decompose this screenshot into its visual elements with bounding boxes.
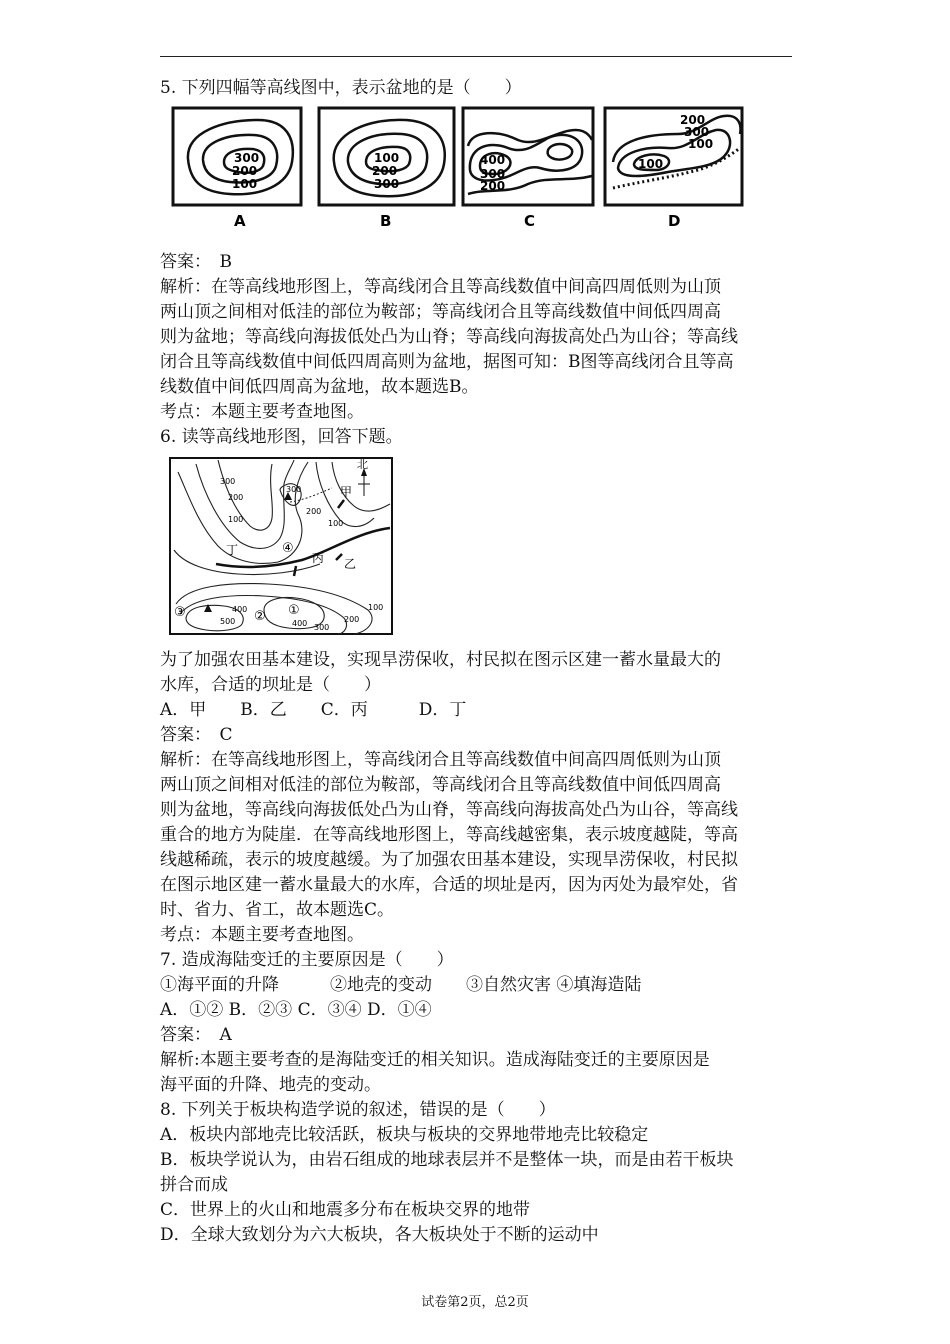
q6-analysis-line-6: 在图示地区建一蓄水量最大的水库，合适的坝址是丙，因为丙处为最窄处，省 xyxy=(160,875,738,895)
panel-a-label: A xyxy=(234,212,246,230)
circled-2: ② xyxy=(254,609,266,624)
q5-analysis-line-2: 两山顶之间相对低洼的部位为鞍部；等高线闭合且等高线数值中间低四周高 xyxy=(160,302,721,322)
q6-stem: 6. 读等高线地形图，回答下题。 xyxy=(160,427,403,447)
contour-label-7: 400 xyxy=(232,605,248,614)
panel-d-contour-3: 300 xyxy=(684,125,710,139)
q5-stem: 5. 下列四幅等高线图中，表示盆地的是（ ） xyxy=(160,78,522,98)
panel-c-contour-3: 200 xyxy=(480,179,506,193)
contour-label-8: 500 xyxy=(220,617,236,626)
circled-1: ① xyxy=(288,603,300,618)
panel-d xyxy=(605,108,742,230)
q7-stem: 7. 造成海陆变迁的主要原因是（ ） xyxy=(160,950,454,970)
q6-contour-map xyxy=(168,454,396,638)
q6-question-line-1: 为了加强农田基本建设，实现旱涝保收，村民拟在图示区建一蓄水量最大的 xyxy=(160,650,721,670)
q6-question-line-2: 水库，合适的坝址是（ ） xyxy=(160,675,381,695)
q6-answer: 答案： C xyxy=(160,725,233,745)
panel-c-label: C xyxy=(524,212,536,230)
panel-b xyxy=(319,108,454,230)
contour-label-1: 300 xyxy=(220,477,236,486)
q7-answer: 答案： A xyxy=(160,1025,232,1045)
q7-analysis-line-1: 解析:本题主要考查的是海陆变迁的相关知识。造成海陆变迁的主要原因是 xyxy=(160,1050,710,1070)
q8-option-c: C．世界上的火山和地震多分布在板块交界的地带 xyxy=(160,1200,531,1220)
q7-options: A．①② B．②③ C．③④ D．①④ xyxy=(160,1000,432,1020)
q5-analysis-line-3: 则为盆地；等高线向海拔低处凸为山脊；等高线向海拔高处凸为山谷；等高线 xyxy=(160,327,738,347)
panel-b-contour-1: 100 xyxy=(374,151,400,165)
q8-stem: 8. 下列关于板块构造学说的叙述，错误的是（ ） xyxy=(160,1100,556,1120)
q6-analysis-line-5: 线越稀疏，表示的坡度越缓。为了加强农田基本建设，实现旱涝保收，村民拟 xyxy=(160,850,738,870)
panel-c xyxy=(463,108,593,230)
panel-d-contour-1: 100 xyxy=(638,157,664,171)
place-jia: 甲 xyxy=(340,485,353,499)
circled-3: ③ xyxy=(174,605,186,620)
q6-options: A．甲 B．乙 C．丙 D．丁 xyxy=(160,700,467,720)
place-ding: 丁 xyxy=(226,543,239,557)
q8-option-b-cont: 拼合而成 xyxy=(160,1175,228,1195)
panel-d-label: D xyxy=(668,212,681,230)
contour-label-3: 100 xyxy=(228,515,244,524)
contour-label-9: 400 xyxy=(292,619,308,628)
contour-label-2: 200 xyxy=(228,493,244,502)
panel-b-contour-3: 300 xyxy=(374,177,400,191)
q8-option-a: A．板块内部地壳比较活跃，板块与板块的交界地带地壳比较稳定 xyxy=(160,1125,649,1145)
place-bing: 丙 xyxy=(312,551,325,565)
contour-label-10: 300 xyxy=(314,623,330,632)
q6-analysis-line-7: 时、省力、省工，故本题选C。 xyxy=(160,900,395,920)
panel-a-contour-3: 100 xyxy=(232,177,258,191)
contour-label-11: 200 xyxy=(344,615,360,624)
panel-d-contour-4: 100 xyxy=(688,137,714,151)
panel-b-contour-2: 200 xyxy=(372,164,398,178)
panel-a xyxy=(173,108,301,230)
q5-analysis-line-1: 解析：在等高线地形图上，等高线闭合且等高线数值中间高四周低则为山顶 xyxy=(160,277,721,297)
q6-point: 考点：本题主要考查地图。 xyxy=(160,925,364,945)
q5-analysis-line-5: 线数值中间低四周高为盆地，故本题选B。 xyxy=(160,377,479,397)
panel-a-contour-1: 300 xyxy=(234,151,260,165)
panel-b-label: B xyxy=(380,212,392,230)
contour-label-4: 300 xyxy=(286,485,302,494)
panel-c-contour-1: 400 xyxy=(480,153,506,167)
panel-c-contour-2: 300 xyxy=(480,167,506,181)
panel-d-contour-2: 200 xyxy=(680,113,706,127)
q6-analysis-line-1: 解析：在等高线地形图上，等高线闭合且等高线数值中间高四周低则为山顶 xyxy=(160,750,721,770)
q6-analysis-line-2: 两山顶之间相对低洼的部位为鞍部，等高线闭合且等高线数值中间低四周高 xyxy=(160,775,721,795)
q7-analysis-line-2: 海平面的升降、地壳的变动。 xyxy=(160,1075,381,1095)
q8-option-b: B．板块学说认为，由岩石组成的地球表层并不是整体一块，而是由若干板块 xyxy=(160,1150,734,1170)
q5-point: 考点：本题主要考查地图。 xyxy=(160,402,364,422)
q7-items: ①海平面的升降 ②地壳的变动 ③自然灾害 ④填海造陆 xyxy=(160,975,642,995)
q5-answer: 答案： B xyxy=(160,252,232,272)
panel-a-contour-2: 200 xyxy=(232,164,258,178)
contour-label-12: 100 xyxy=(368,603,384,612)
circled-4: ④ xyxy=(282,541,294,556)
place-yi: 乙 xyxy=(344,557,357,571)
north-label: 北 xyxy=(357,458,368,471)
q6-analysis-line-3: 则为盆地，等高线向海拔低处凸为山脊，等高线向海拔高处凸为山谷，等高线 xyxy=(160,800,738,820)
q5-contour-figure xyxy=(168,104,748,232)
q8-option-d: D．全球大致划分为六大板块，各大板块处于不断的运动中 xyxy=(160,1225,599,1245)
page-footer: 试卷第2页，总2页 xyxy=(421,1295,529,1310)
contour-label-6: 100 xyxy=(328,519,344,528)
header-rule xyxy=(160,56,792,57)
contour-label-5: 200 xyxy=(306,507,322,516)
q5-analysis-line-4: 闭合且等高线数值中间低四周高则为盆地，据图可知：B图等高线闭合且等高 xyxy=(160,352,734,372)
q6-analysis-line-4: 重合的地方为陡崖．在等高线地形图上，等高线越密集，表示坡度越陡，等高 xyxy=(160,825,738,845)
